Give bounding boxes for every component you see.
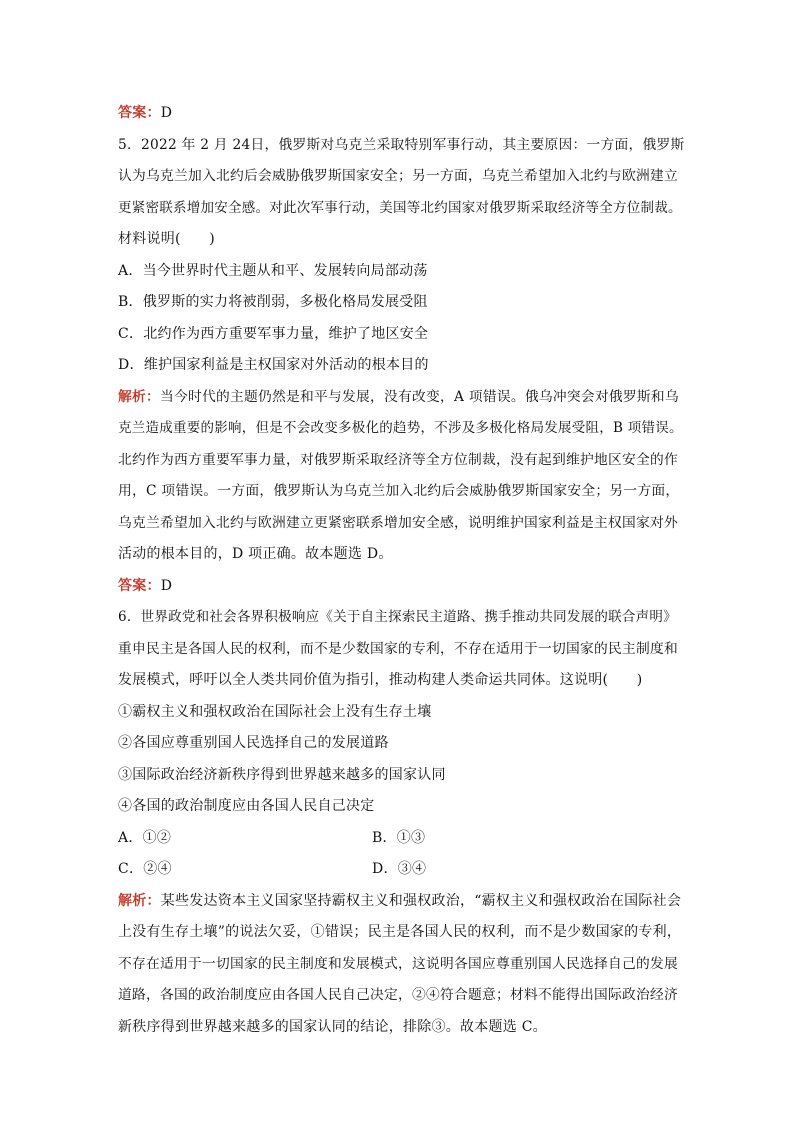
q5-stem-line-3: 更紧密联系增加安全感。对此次军事行动，美国等北约国家对俄罗斯采取经济等全方位制裁。 <box>118 199 682 216</box>
q6-option-c: C．②④ <box>118 861 172 877</box>
answer-value: D <box>160 577 173 594</box>
question-6 <box>118 602 684 1043</box>
analysis-label: 解析： <box>118 892 161 909</box>
q6-statement-4: ④各国的政治制度应由各国人民自己决定 <box>118 798 375 814</box>
q6-option-a: A．①② <box>118 829 172 846</box>
q5-option-b: B．俄罗斯的实力将被削弱，多极化格局发展受阻 <box>118 294 428 310</box>
q6-analysis-line-3: 不存在适用于一切国家的民主制度和发展模式，这说明各国应尊重别国人民选择自己的发展 <box>118 955 679 972</box>
q5-analysis-text-1: 当今时代的主题仍然是和平与发展，没有改变，A 项错误。俄乌冲突会对俄罗斯和乌 <box>160 388 679 405</box>
q6-options-row-1 <box>118 823 684 855</box>
q5-answer-line <box>118 571 684 603</box>
q6-analysis-text-1: 某些发达资本主义国家坚持霸权主义和强权政治，“霸权主义和强权政治在国际社会 <box>160 892 682 909</box>
q6-option-d: D．③④ <box>372 861 427 877</box>
q5-stem-line-1: 5．2022 年 2 月 24日，俄罗斯对乌克兰采取特别军事行动，其主要原因：一方面，俄罗斯 <box>118 136 685 153</box>
q6-statement-1: ①霸权主义和强权政治在国际社会上没有生存土壤 <box>118 703 432 720</box>
q6-statement-2: ②各国应尊重别国人民选择自己的发展道路 <box>118 735 389 751</box>
answer-label: 答案： <box>118 105 161 121</box>
q5-analysis-line-6: 活动的根本目的，D 项正确。故本题选 D。 <box>118 546 393 562</box>
q5-analysis-line-4: 用，C 项错误。一方面，俄罗斯认为乌克兰加入北约后会威胁俄罗斯国家安全；另一方面， <box>118 483 680 499</box>
q6-analysis-line-4: 道路，各国的政治制度应由各国人民自己决定，②④符合题意；材料不能得出国际政治经济 <box>118 987 679 1003</box>
q5-analysis-line-1 <box>118 382 684 414</box>
q6-analysis-line-2: 上没有生存土壤”的说法欠妥，①错误；民主是各国人民的权利，而不是少数国家的专利， <box>118 924 682 940</box>
q5-stem-line-4: 材料说明( ) <box>118 231 215 247</box>
q5-option-c: C．北约作为西方重要军事力量，维护了地区安全 <box>118 325 429 342</box>
q5-stem-line-2: 认为乌克兰加入北约后会威胁俄罗斯国家安全；另一方面，乌克兰希望加入北约与欧洲建立 <box>118 168 679 184</box>
q5-analysis-line-3: 北约作为西方重要军事力量，对俄罗斯采取经济等全方位制裁，没有起到维护地区安全的作 <box>118 451 679 468</box>
q5-option-a: A．当今世界时代主题从和平、发展转向局部动荡 <box>118 262 428 279</box>
q6-option-b: B．①③ <box>372 829 426 846</box>
q5-analysis-line-5: 乌克兰希望加入北约与欧洲建立更紧密联系增加安全感，说明维护国家利益是主权国家对外 <box>118 514 679 531</box>
q5-analysis-line-2: 克兰造成重要的影响，但是不会改变多极化的趋势，不涉及多极化格局发展受阻，B 项错误。 <box>118 420 683 436</box>
question-5 <box>118 130 684 603</box>
q6-options-row-2 <box>118 854 684 886</box>
q6-analysis-line-1 <box>118 886 684 918</box>
analysis-label: 解析： <box>118 388 161 405</box>
q6-stem-line-2: 重申民主是各国人民的权利，而不是少数国家的专利，不存在适用于一切国家的民主制度和 <box>118 640 679 657</box>
q6-stem-line-3: 发展模式，呼吁以全人类共同价值为指引，推动构建人类命运共同体。这说明( ) <box>118 672 643 688</box>
document-page <box>118 98 684 1043</box>
q6-statement-3: ③国际政治经济新秩序得到世界越来越多的国家认同 <box>118 766 446 783</box>
q5-option-d: D．维护国家利益是主权国家对外活动的根本目的 <box>118 357 429 373</box>
answer-value: D <box>160 105 173 121</box>
q4-answer-line <box>118 98 684 130</box>
q6-stem-line-1: 6．世界政党和社会各界积极响应《关于自主探索民主道路、携手推动共同发展的联合声明》 <box>118 609 677 625</box>
answer-label: 答案： <box>118 577 161 594</box>
q6-analysis-line-5: 新秩序得到世界越来越多的国家认同的结论，排除③。故本题选 C。 <box>118 1018 547 1035</box>
